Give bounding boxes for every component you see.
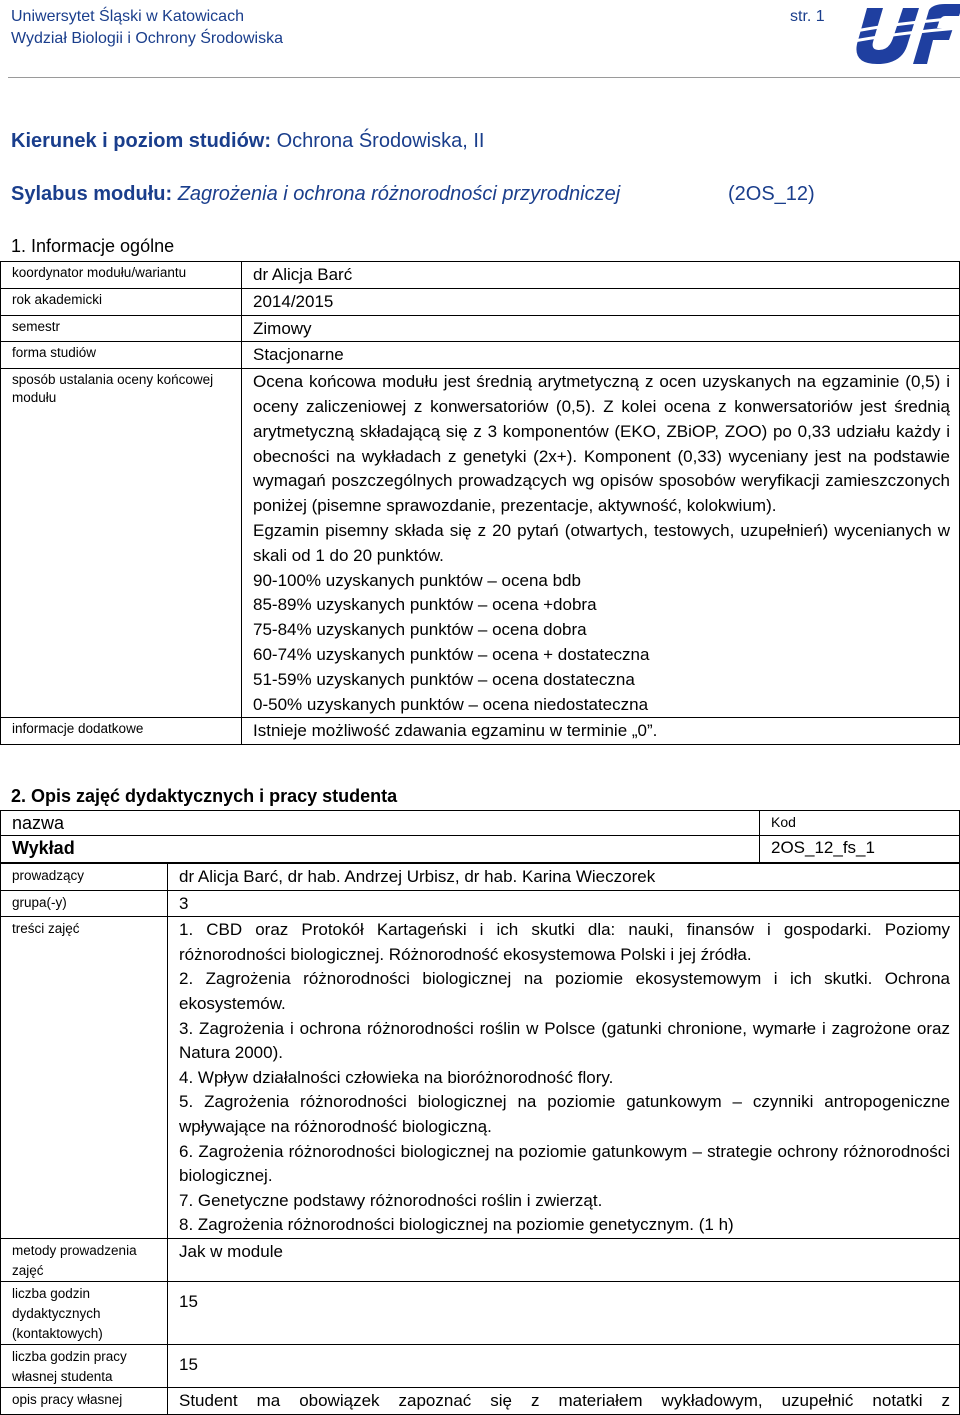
row-label: forma studiów [1,342,242,369]
grading-scale-item: 51-59% uzyskanych punktów – ocena dostateczna [253,669,635,689]
grupy-label: grupa(-y) [1,890,168,917]
kierunek-value: Ochrona Środowiska, II [276,130,485,152]
grading-scale-item: 0-50% uzyskanych punktów – ocena niedostateczna [253,694,649,714]
tresci-item: 3. Zagrożenia i ochrona różnorodności roślin w Polsce (gatunki chronione, wymarłe i zagrożone oraz Natura 2000). [179,1018,950,1063]
section1-title: 1. Informacje ogólne [11,236,175,256]
table-row [1,890,960,917]
tresci-item: 6. Zagrożenia różnorodności biologicznej na poziomie gatunkowym – strategie ochrony różnorodności biologicznej. [179,1141,950,1186]
row-label: koordynator modułu/wariantu [1,262,242,289]
table-row [1,315,960,342]
row-value: Stacjonarne [242,342,960,369]
extra-info-value: Istnieje możliwość zdawania egzaminu w terminie „0”. [242,718,960,745]
grading-scale-item: 60-74% uzyskanych punktów – ocena + dostateczna [253,644,650,664]
row-label: semestr [1,315,242,342]
kierunek-label: Kierunek i poziom studiów: [11,130,272,152]
section2-title: 2. Opis zajęć dydaktycznych i pracy studenta [11,786,398,806]
table-row [1,369,960,718]
metody-label: metody prowadzenia zajęć [1,1238,168,1281]
module-code: (2OS_12) [728,183,815,205]
tresci-value [168,917,960,1239]
page-header [11,6,951,74]
header-divider [8,77,960,78]
prowadzacy-label: prowadzący [1,864,168,891]
table-row [1,342,960,369]
table-row [1,1281,960,1344]
university-logo-icon [849,2,960,68]
faculty-name: Wydział Biologii i Ochrony Środowiska [11,30,283,47]
tresci-item: 5. Zagrożenia różnorodności biologicznej na poziomie gatunkowym – czynniki antropogeniczne wpływające na różnorodność biologiczną. [179,1092,950,1136]
table-row [1,917,960,1239]
grading-value [242,369,960,718]
table-row [1,718,960,745]
kod-label: Kod [760,811,960,836]
tresci-item: 2. Zagrożenia różnorodności biologicznej na poziomie ekosystemowym i ich skutki. Ochrona ekosystemów. [179,969,950,1013]
course-code: 2OS_12_fs_1 [760,836,960,863]
grading-scale-item: 75-84% uzyskanych punktów – ocena dobra [253,620,587,640]
module-name: Zagrożenia i ochrona różnorodności przyrodniczej [177,183,621,205]
table-row [1,1238,960,1281]
table-row [1,1344,960,1387]
grading-label: sposób ustalania oceny końcowej modułu [1,369,242,718]
grupy-value: 3 [168,890,960,917]
grading-scale-item: 85-89% uzyskanych punktów – ocena +dobra [253,595,597,615]
tresci-item: 8. Zagrożenia różnorodności biologicznej na poziomie genetycznym. (1 h) [179,1215,734,1235]
table-row [1,836,960,863]
kierunek-title [11,130,484,153]
table-row [1,1387,960,1414]
grading-scale-item: 90-100% uzyskanych punktów – ocena bdb [253,570,581,590]
row-value: 2014/2015 [242,288,960,315]
grading-paragraph: Ocena końcowa modułu jest średnią arytmetyczną z ocen uzyskanych na egzaminie (0,5) i oceny zaliczeniowej z konwersatoriów (0,5). Z kolei ocena z konwersatoriów jest średnią arytmetyczną składającą się z 3 komponentów (EKO, ZBiOP, ZOO) po 0,33 udziału każdy i obecności na wykładach z genetyki (2x+). Komponent (0,33) wyceniany jest na podstawie wymagań poszczególnych prowadzących wg opisów sposobów weryfikacji zamieszczonych poniżej (pisemne sprawozdanie, prezentacje, aktywność, kolokwium). [253,372,950,516]
course-details-table [0,863,960,1415]
tresci-label: treści zajęć [1,917,168,1239]
row-value: Zimowy [242,315,960,342]
general-info-table [0,261,960,745]
table-row [1,288,960,315]
row-value: dr Alicja Barć [242,262,960,289]
opis-label: opis pracy własnej [1,1387,168,1414]
tresci-item: 4. Wpływ działalności człowieka na bioróżnorodność flory. [179,1067,614,1087]
name-label: nazwa [1,811,760,836]
extra-info-label: informacje dodatkowe [1,718,242,745]
praca-label: liczba godzin pracy własnej studenta [1,1344,168,1387]
grading-paragraph: Egzamin pisemny składa się z 20 pytań (otwartych, testowych, uzupełnień) wycenianych w skali od 1 do 20 punktów. [253,520,950,565]
prowadzacy-value: dr Alicja Barć, dr hab. Andrzej Urbisz, dr hab. Karina Wieczorek [168,864,960,891]
tresci-item: 7. Genetyczne podstawy różnorodności roślin i zwierząt. [179,1190,603,1210]
godziny-value: 15 [168,1281,960,1344]
page-number: str. 1 [790,8,825,25]
course-name-table [0,810,960,863]
godziny-label: liczba godzin dydaktycznych (kontaktowych) [1,1281,168,1344]
university-name: Uniwersytet Śląski w Katowicach [11,8,244,25]
opis-value: Student ma obowiązek zapoznać się z materiałem wykładowym, uzupełnić notatki z [168,1387,960,1414]
table-row [1,262,960,289]
sylabus-title [11,183,815,206]
metody-value: Jak w module [168,1238,960,1281]
course-name: Wykład [1,836,760,863]
sylabus-label: Sylabus modułu: [11,183,173,205]
table-row [1,811,960,836]
praca-value: 15 [168,1344,960,1387]
table-row [1,864,960,891]
tresci-item: 1. CBD oraz Protokół Kartageński i ich skutki dla: nauki, finansów i gospodarki. Poziomy różnorodności biologicznej. Różnorodność ekosystemowa Polski i jej źródła. [179,920,950,964]
row-label: rok akademicki [1,288,242,315]
